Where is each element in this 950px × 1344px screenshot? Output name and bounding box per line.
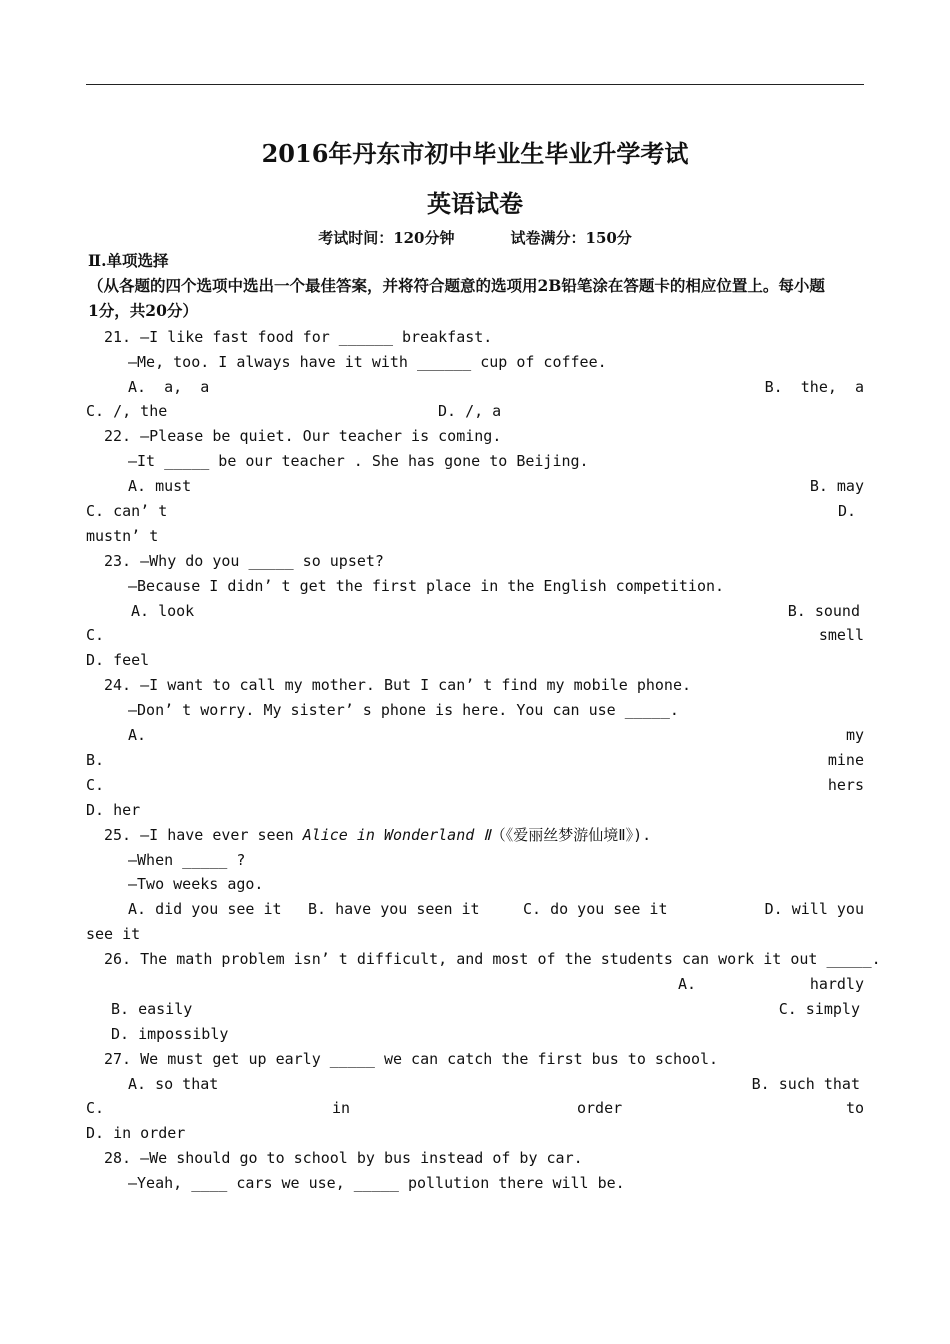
q26-stem: 26. The math problem isn’ t difficult, and most of the students can work it out _____. (104, 950, 881, 968)
q26-option-a: A. (678, 975, 697, 993)
q27-option-c: C. (86, 1099, 105, 1117)
exam-title: 2016年丹东市初中毕业生毕业升学考试 (261, 139, 689, 168)
q25-option-d: D. will you (764, 900, 864, 918)
exam-meta (0, 227, 950, 248)
q25-line2: —When _____ ? (128, 851, 246, 869)
q22-option-d-text: mustn’ t (86, 527, 159, 545)
q27-option-a: A. so that (128, 1075, 219, 1093)
q22-line2: —It _____ be our teacher . She has gone to Beijing. (128, 452, 589, 470)
q23-line2: —Because I didn’ t get the first place in the English competition. (128, 577, 725, 595)
q21-line2: —Me, too. I always have it with ______ cup of coffee. (128, 353, 607, 371)
q24-option-a-text: my (845, 726, 864, 744)
q25-option-c: C. do you see it (523, 900, 668, 918)
q25-stem (104, 825, 651, 845)
q22-option-d: D. (837, 502, 856, 520)
exam-time: 考试时间：120分钟 (318, 229, 455, 247)
q23-option-a: A. look (131, 602, 195, 620)
q25-stem-title: Alice in Wonderland Ⅱ (302, 826, 491, 844)
q24-stem: 24. —I want to call my mother. But I can’ t find my mobile phone. (104, 676, 691, 694)
q28-stem: 28. —We should go to school by bus instead of by car. (104, 1149, 583, 1167)
top-rule (86, 84, 864, 85)
q25-option-d-text: see it (86, 925, 141, 943)
q28-line2: —Yeah, ____ cars we use, _____ pollution there will be. (128, 1174, 625, 1192)
q22-stem: 22. —Please be quiet. Our teacher is coming. (104, 427, 502, 445)
q22-option-b: B. may (809, 477, 864, 495)
q27-option-c-word1: in (332, 1099, 351, 1117)
q26-option-c: C. simply (778, 1000, 860, 1018)
q24-line2: —Don’ t worry. My sister’ s phone is here. You can use _____. (128, 701, 679, 719)
q25-line3: —Two weeks ago. (128, 875, 264, 893)
q24-option-c-text: hers (827, 776, 864, 794)
q25-option-b: B. have you seen it (308, 900, 480, 918)
q27-option-c-word3: to (845, 1099, 864, 1117)
q25-stem-pre: 25. —I have ever seen (104, 826, 303, 844)
q21-option-d: D. /, a (438, 402, 502, 420)
q21-option-b: B. the, a (764, 378, 864, 396)
q24-option-b: B. (86, 751, 105, 769)
q24-option-a: A. (128, 726, 147, 744)
q23-option-c-text: smell (818, 626, 864, 644)
q23-option-c: C. (86, 626, 105, 644)
q21-option-a: A. a, a (128, 378, 210, 396)
q21-option-c: C. /, the (86, 402, 168, 420)
q24-option-c: C. (86, 776, 105, 794)
q27-stem: 27. We must get up early _____ we can catch the first bus to school. (104, 1050, 719, 1068)
q22-option-a: A. must (128, 477, 192, 495)
q23-option-b: B. sound (787, 602, 860, 620)
exam-subtitle: 英语试卷 (427, 189, 523, 218)
q27-option-c-word2: order (577, 1099, 623, 1117)
q23-option-d: D. feel (86, 651, 150, 669)
q23-stem: 23. —Why do you _____ so upset? (104, 552, 384, 570)
section-heading: Ⅱ.单项选择 (88, 251, 169, 270)
q26-option-b: B. easily (111, 1000, 193, 1018)
section-instruction: （从各题的四个选项中选出一个最佳答案，并将符合题意的选项用2B铅笔涂在答题卡的相应位置上。每小题 (88, 276, 825, 295)
q24-option-b-text: mine (827, 751, 864, 769)
q26-option-a-text: hardly (809, 975, 864, 993)
q25-option-a: A. did you see it (128, 900, 282, 918)
q22-option-c: C. can’ t (86, 502, 168, 520)
q24-option-d: D. her (86, 801, 141, 819)
exam-score: 试卷满分：150分 (510, 229, 632, 247)
q27-option-d: D. in order (86, 1124, 186, 1142)
q26-option-d: D. impossibly (111, 1025, 229, 1043)
q27-option-b: B. such that (751, 1075, 860, 1093)
section-instruction-cont: 1分，共20分） (88, 301, 198, 320)
q25-stem-post: （《爱丽丝梦游仙境Ⅱ》). (490, 826, 652, 844)
q21-stem: 21. —I like fast food for ______ breakfast. (104, 328, 493, 346)
